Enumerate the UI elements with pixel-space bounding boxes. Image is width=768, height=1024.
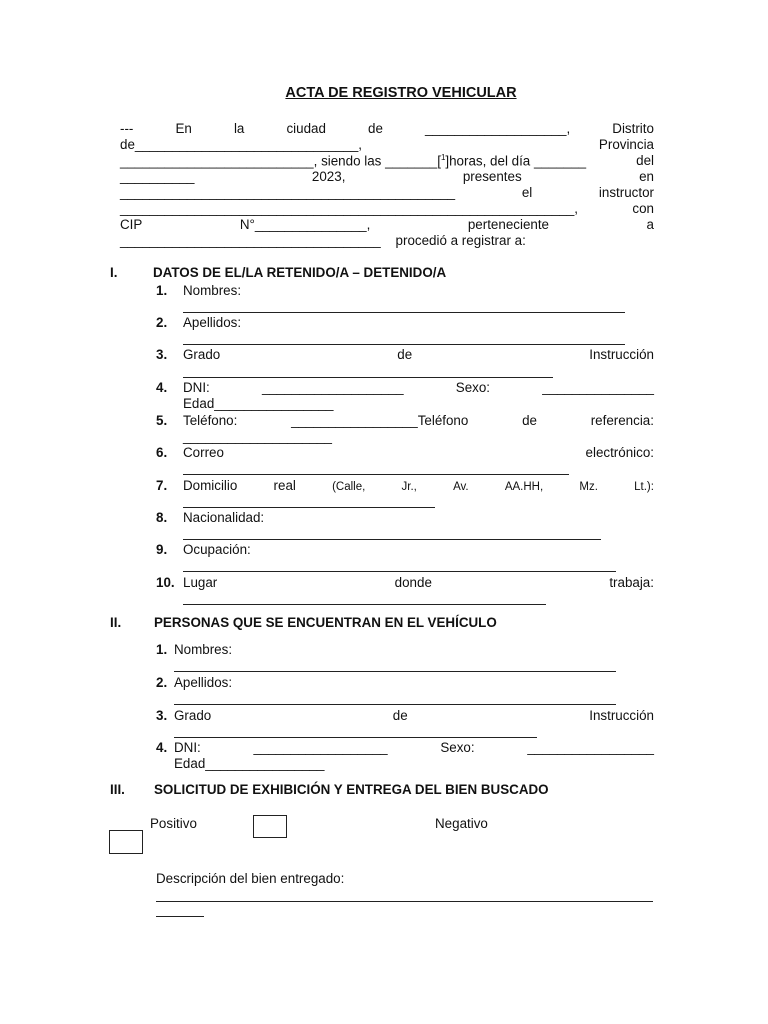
item-number: 2. [156,315,168,330]
document-title: ACTA DE REGISTRO VEHICULAR [285,85,517,101]
option-negativo-checkbox[interactable] [253,815,287,838]
field-label-correo: Correo electrónico: [183,445,654,460]
field-label-nacionalidad: Nacionalidad: [183,510,265,525]
field-correo-line[interactable] [183,474,569,475]
field-lugar-trabajo-line[interactable] [183,604,546,605]
intro-line-4: __________ 2023, presentes en [120,169,654,184]
field-apellidos-line[interactable] [174,704,616,705]
field-ocupacion-line[interactable] [183,571,616,572]
item-number: 6. [156,445,168,460]
intro-line-8: ___________________________________ procedió a registrar a: [120,233,526,248]
field-dni-sexo: DNI: ___________________ Sexo: _______________ [183,380,654,395]
field-nombres-line[interactable] [174,671,616,672]
item-number: 1. [156,283,168,298]
field-dni-sexo: DNI: __________________ Sexo: _________________ [174,740,654,755]
section-2-number: II. [110,615,122,630]
item-number: 10. [156,575,175,590]
field-domicilio-line[interactable] [183,507,435,508]
field-telefono-referencia: ____________________ [183,429,332,444]
field-label-grado-instruccion: Grado de Instrucción [174,708,654,723]
item-number: 3. [156,708,168,723]
field-label-nombres: Nombres: [183,283,242,298]
section-3-heading: SOLICITUD DE EXHIBICIÓN Y ENTREGA DEL BIEN BUSCADO [154,782,549,797]
field-label-lugar-trabajo: Lugar donde trabaja: [183,575,654,590]
intro-line-1: --- En la ciudad de ___________________, Distrito [120,121,654,136]
item-number: 1. [156,642,168,657]
field-edad: Edad________________ [174,756,325,771]
field-label-domicilio: Domicilio real (Calle, Jr., Av. AA.HH, Mz. Lt.): [183,478,654,493]
item-number: 8. [156,510,168,525]
field-telefono: Teléfono: _________________Teléfono de referencia: [183,413,654,428]
item-number: 4. [156,380,168,395]
option-positivo-label: Positivo [150,816,197,831]
item-number: 7. [156,478,168,493]
field-descripcion-line[interactable] [156,901,653,902]
field-label-grado-instruccion: Grado de Instrucción [183,347,654,362]
intro-line-3: __________________________, siendo las _______[$^1$]horas, del día _______ del [120,153,654,169]
field-label-apellidos: Apellidos: [174,675,233,690]
item-number: 9. [156,542,168,557]
intro-line-7: CIP N°_______________, perteneciente a [120,217,654,232]
item-number: 5. [156,413,168,428]
intro-line-6: _____________________________________________________________, con [120,201,654,216]
field-label-apellidos: Apellidos: [183,315,242,330]
field-nombres-line[interactable] [183,312,625,313]
field-label-descripcion: Descripción del bien entregado: [156,871,345,886]
section-1-heading: DATOS DE EL/LA RETENIDO/A – DETENIDO/A [153,265,447,280]
section-2-heading: PERSONAS QUE SE ENCUENTRAN EN EL VEHÍCULO [154,615,497,630]
section-3-number: III. [110,782,125,797]
field-label-nombres: Nombres: [174,642,233,657]
field-grado-line[interactable] [183,377,553,378]
field-descripcion-line-2[interactable] [156,916,204,917]
intro-line-2: de______________________________, Provincia [120,137,654,152]
item-number: 3. [156,347,168,362]
intro-line-5: _____________________________________________ el instructor [120,185,654,200]
field-label-ocupacion: Ocupación: [183,542,251,557]
field-nacionalidad-line[interactable] [183,539,601,540]
field-grado-line[interactable] [174,737,537,738]
option-positivo-checkbox[interactable] [109,830,143,854]
field-apellidos-line[interactable] [183,344,625,345]
field-edad: Edad________________ [183,396,334,411]
option-negativo-label: Negativo [435,816,488,831]
item-number: 4. [156,740,168,755]
item-number: 2. [156,675,168,690]
section-1-number: I. [110,265,118,280]
